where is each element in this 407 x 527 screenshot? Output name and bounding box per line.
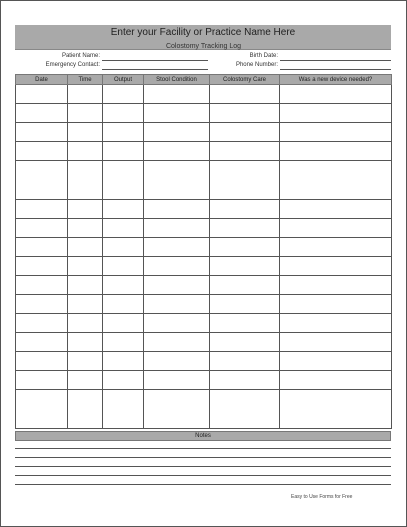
table-cell[interactable] bbox=[68, 200, 103, 219]
table-cell[interactable] bbox=[68, 257, 103, 276]
table-cell[interactable] bbox=[210, 352, 280, 371]
table-cell[interactable] bbox=[210, 276, 280, 295]
notes-line[interactable] bbox=[15, 475, 391, 476]
table-cell[interactable] bbox=[103, 295, 144, 314]
table-cell[interactable] bbox=[16, 352, 68, 371]
table-cell[interactable] bbox=[16, 295, 68, 314]
table-cell[interactable] bbox=[68, 276, 103, 295]
table-cell[interactable] bbox=[144, 238, 210, 257]
table-cell[interactable] bbox=[103, 238, 144, 257]
phone-number-label: Phone Number: bbox=[235, 62, 278, 68]
table-cell[interactable] bbox=[144, 295, 210, 314]
table-cell[interactable] bbox=[144, 200, 210, 219]
table-cell[interactable] bbox=[16, 276, 68, 295]
table-cell[interactable] bbox=[280, 161, 392, 200]
table-cell[interactable] bbox=[68, 142, 103, 161]
patient-name-label: Patient Name: bbox=[61, 53, 100, 59]
table-cell[interactable] bbox=[16, 142, 68, 161]
table-cell[interactable] bbox=[68, 104, 103, 123]
table-cell[interactable] bbox=[210, 390, 280, 429]
table-row bbox=[16, 238, 392, 257]
table-cell[interactable] bbox=[16, 219, 68, 238]
table-cell[interactable] bbox=[210, 371, 280, 390]
table-cell[interactable] bbox=[280, 314, 392, 333]
table-cell[interactable] bbox=[280, 142, 392, 161]
table-cell[interactable] bbox=[103, 333, 144, 352]
table-cell[interactable] bbox=[210, 142, 280, 161]
table-cell[interactable] bbox=[210, 295, 280, 314]
table-cell[interactable] bbox=[280, 123, 392, 142]
table-cell[interactable] bbox=[103, 314, 144, 333]
column-header-new-device: Was a new device needed? bbox=[280, 75, 392, 85]
table-cell[interactable] bbox=[144, 390, 210, 429]
table-row bbox=[16, 219, 392, 238]
table-cell[interactable] bbox=[280, 371, 392, 390]
table-row bbox=[16, 352, 392, 371]
table-cell[interactable] bbox=[16, 104, 68, 123]
table-cell[interactable] bbox=[16, 123, 68, 142]
table-cell[interactable] bbox=[210, 219, 280, 238]
table-row bbox=[16, 371, 392, 390]
table-cell[interactable] bbox=[210, 257, 280, 276]
table-cell[interactable] bbox=[144, 219, 210, 238]
column-header-time: Time bbox=[68, 75, 103, 85]
column-header-output: Output bbox=[103, 75, 144, 85]
table-cell[interactable] bbox=[16, 238, 68, 257]
notes-header bbox=[15, 431, 391, 441]
table-cell[interactable] bbox=[103, 219, 144, 238]
table-cell[interactable] bbox=[210, 200, 280, 219]
table-cell[interactable] bbox=[16, 371, 68, 390]
table-cell[interactable] bbox=[210, 161, 280, 200]
table-cell[interactable] bbox=[144, 276, 210, 295]
table-cell[interactable] bbox=[280, 333, 392, 352]
column-header-colostomy-care: Colostomy Care bbox=[210, 75, 280, 85]
table-row bbox=[16, 104, 392, 123]
table-cell[interactable] bbox=[280, 104, 392, 123]
table-cell[interactable] bbox=[16, 257, 68, 276]
table-cell[interactable] bbox=[280, 390, 392, 429]
table-cell[interactable] bbox=[280, 85, 392, 104]
table-cell[interactable] bbox=[144, 123, 210, 142]
table-cell[interactable] bbox=[144, 104, 210, 123]
table-cell[interactable] bbox=[68, 314, 103, 333]
notes-line[interactable] bbox=[15, 484, 391, 485]
table-row bbox=[16, 257, 392, 276]
table-cell[interactable] bbox=[280, 238, 392, 257]
table-cell[interactable] bbox=[144, 333, 210, 352]
table-cell[interactable] bbox=[16, 333, 68, 352]
table-row bbox=[16, 390, 392, 429]
table-cell[interactable] bbox=[210, 314, 280, 333]
table-cell[interactable] bbox=[144, 161, 210, 200]
table-cell[interactable] bbox=[68, 161, 103, 200]
table-row bbox=[16, 123, 392, 142]
table-row bbox=[16, 276, 392, 295]
table-cell[interactable] bbox=[210, 104, 280, 123]
table-cell[interactable] bbox=[210, 85, 280, 104]
table-cell[interactable] bbox=[144, 314, 210, 333]
table-cell[interactable] bbox=[68, 219, 103, 238]
table-cell[interactable] bbox=[103, 85, 144, 104]
table-cell[interactable] bbox=[144, 142, 210, 161]
table-body bbox=[16, 85, 392, 429]
table-cell[interactable] bbox=[280, 219, 392, 238]
table-cell[interactable] bbox=[68, 123, 103, 142]
table-cell[interactable] bbox=[16, 85, 68, 104]
patient-name-field[interactable] bbox=[102, 60, 208, 61]
birth-date-label: Birth Date: bbox=[249, 53, 278, 59]
table-cell[interactable] bbox=[103, 371, 144, 390]
footer-text: Easy to Use Forms for Free bbox=[291, 494, 353, 500]
table-cell[interactable] bbox=[68, 333, 103, 352]
birth-date-field[interactable] bbox=[280, 60, 391, 61]
column-header-stool-condition: Stool Condition bbox=[144, 75, 210, 85]
table-cell[interactable] bbox=[144, 371, 210, 390]
table-cell[interactable] bbox=[280, 200, 392, 219]
table-row bbox=[16, 333, 392, 352]
table-cell[interactable] bbox=[103, 390, 144, 429]
table-cell[interactable] bbox=[144, 352, 210, 371]
table-cell[interactable] bbox=[280, 352, 392, 371]
column-header-date: Date bbox=[16, 75, 68, 85]
table-cell[interactable] bbox=[103, 161, 144, 200]
table-cell[interactable] bbox=[103, 257, 144, 276]
table-row bbox=[16, 85, 392, 104]
table-cell[interactable] bbox=[16, 161, 68, 200]
table-cell[interactable] bbox=[68, 85, 103, 104]
emergency-contact-field[interactable] bbox=[102, 69, 208, 70]
table-cell[interactable] bbox=[68, 371, 103, 390]
table-row bbox=[16, 314, 392, 333]
table-cell[interactable] bbox=[103, 200, 144, 219]
table-cell[interactable] bbox=[144, 257, 210, 276]
notes-line[interactable] bbox=[15, 448, 391, 449]
page-title: Enter your Facility or Practice Name Here bbox=[110, 27, 296, 38]
form-subtitle: Colostomy Tracking Log bbox=[165, 43, 242, 50]
table-row bbox=[16, 142, 392, 161]
table-cell[interactable] bbox=[103, 276, 144, 295]
table-cell[interactable] bbox=[68, 390, 103, 429]
table-cell[interactable] bbox=[103, 352, 144, 371]
notes-line[interactable] bbox=[15, 457, 391, 458]
table-cell[interactable] bbox=[16, 314, 68, 333]
notes-line[interactable] bbox=[15, 466, 391, 467]
table-cell[interactable] bbox=[210, 333, 280, 352]
notes-label: Notes bbox=[195, 433, 211, 439]
table-cell[interactable] bbox=[16, 390, 68, 429]
tracking-table bbox=[15, 74, 392, 429]
emergency-contact-label: Emergency Contact: bbox=[45, 62, 100, 68]
table-cell[interactable] bbox=[103, 104, 144, 123]
table-cell[interactable] bbox=[16, 200, 68, 219]
table-cell[interactable] bbox=[68, 295, 103, 314]
table-row bbox=[16, 161, 392, 200]
table-cell[interactable] bbox=[280, 295, 392, 314]
table-cell[interactable] bbox=[144, 85, 210, 104]
table-header-row bbox=[16, 75, 392, 85]
phone-number-field[interactable] bbox=[280, 69, 391, 70]
table-cell[interactable] bbox=[103, 142, 144, 161]
table-cell[interactable] bbox=[103, 123, 144, 142]
table-cell[interactable] bbox=[210, 238, 280, 257]
table-row bbox=[16, 295, 392, 314]
table-cell[interactable] bbox=[280, 257, 392, 276]
table-cell[interactable] bbox=[210, 123, 280, 142]
table-cell[interactable] bbox=[68, 352, 103, 371]
table-cell[interactable] bbox=[68, 238, 103, 257]
table-row bbox=[16, 200, 392, 219]
table-cell[interactable] bbox=[280, 276, 392, 295]
